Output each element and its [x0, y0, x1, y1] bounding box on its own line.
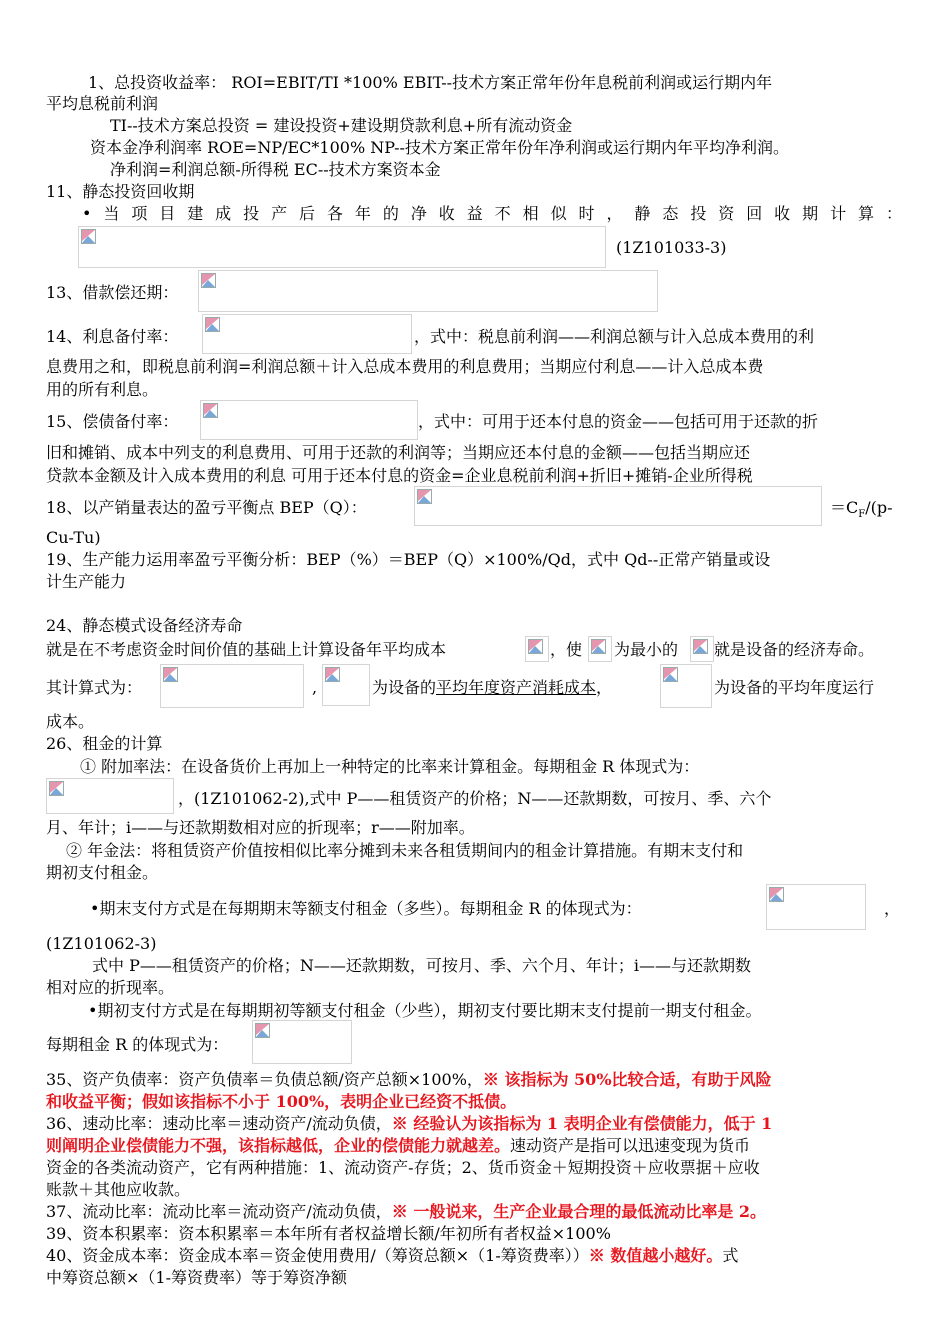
- text-line: 则阐明企业偿债能力不强，该指标越低，企业的偿债能力就越差。速动资产是指可以迅速变现为货币: [46, 1136, 751, 1155]
- formula-image-placeholder: [78, 226, 606, 268]
- formula-image-placeholder: [160, 664, 304, 708]
- formula-image-placeholder: [414, 486, 822, 526]
- text-line: 19、生产能力运用率盈亏平衡分析：BEP（%）＝BEP（Q）×100%/Qd，式中 Qd--正常产销量或设: [46, 550, 771, 569]
- broken-image-icon: [663, 667, 678, 682]
- formula-image-placeholder: [690, 636, 714, 662]
- heading-rent-calculation: 26、租金的计算: [46, 734, 163, 753]
- formula-image-placeholder: [200, 400, 418, 440]
- text-line: 15、偿债备付率：: [46, 412, 179, 431]
- heading-economic-life: 24、静态模式设备经济寿命: [46, 616, 243, 635]
- broken-image-icon: [201, 273, 216, 288]
- text-line: 贷款本金额及计入成本费用的利息 可用于还本付息的资金=企业息税前利润+折旧+摊销-企业所得税: [46, 466, 753, 485]
- formula-image-placeholder: [322, 664, 370, 706]
- text-line: 账款＋其他应收款。: [46, 1180, 191, 1199]
- text-line: ，式中：可用于还本付息的资金——包括可用于还款的折: [418, 412, 819, 431]
- formula-image-placeholder: [202, 314, 412, 354]
- text-line: 资金的各类流动资产，它有两种措施：1、流动资产-存货；2、货币资金＋短期投资＋应收票据＋应收: [46, 1158, 760, 1177]
- text-line: 为设备的平均年度资产消耗成本，: [372, 678, 613, 697]
- text-line: 39、资本积累率：资本积累率＝本年所有者权益增长额/年初所有者权益×100%: [46, 1224, 611, 1243]
- text-line: 35、资产负债率：资产负债率＝负债总额/资产总额×100%，※ 该指标为 50%比较合适，有助于风险: [46, 1070, 772, 1089]
- text-line: 13、借款偿还期：: [46, 283, 179, 302]
- reference-code: (1Z101033-3): [616, 238, 727, 257]
- text-line: 18、以产销量表达的盈亏平衡点 BEP（Q）：: [46, 498, 367, 517]
- broken-image-icon: [205, 317, 220, 332]
- broken-image-icon: [528, 639, 543, 654]
- formula-image-placeholder: [588, 636, 612, 662]
- text-line: 36、速动比率：速动比率＝速动资产/流动负债，※ 经验认为该指标为 1 表明企业有偿债能力，低于 1: [46, 1114, 773, 1133]
- broken-image-icon: [325, 667, 340, 682]
- formula-image-placeholder: [46, 778, 174, 814]
- text-line: 相对应的折现率。: [46, 978, 175, 997]
- heading-static-payback: 11、静态投资回收期: [46, 182, 195, 201]
- formula-image-placeholder: [660, 664, 712, 708]
- text-line: 为设备的平均年度运行: [714, 678, 875, 697]
- broken-image-icon: [255, 1023, 270, 1038]
- text-line: ② 年金法：将租赁资产价值按相似比率分摊到未来各租赁期间内的租金计算措施。有期末支付和: [66, 841, 744, 860]
- broken-image-icon: [163, 667, 178, 682]
- text-line: ① 附加率法：在设备货价上再加上一种特定的比率来计算租金。每期租金 R 体现式为：: [80, 757, 700, 776]
- text-line: 月、年计；i——与还款期数相对应的折现率；r——附加率。: [46, 818, 475, 837]
- broken-image-icon: [81, 229, 96, 244]
- text-line: ,: [312, 678, 318, 697]
- emphasis-note: 和收益平衡；假如该指标不小于 100%，表明企业已经资不抵债。: [46, 1092, 517, 1111]
- text-line: 1、总投资收益率： ROI=EBIT/TI *100% EBIT--技术方案正常年份年息税前利润或运行期内年: [88, 73, 773, 92]
- reference-code: (1Z101062-3): [46, 934, 157, 953]
- text-line: 用的所有利息。: [46, 380, 159, 399]
- text-line: 资本金净利润率 ROE=NP/EC*100% NP--技术方案正常年份年净利润或运行期内年平均净利润。: [90, 138, 789, 157]
- text-line: 式中 P——租赁资产的价格；N——还款期数，可按月、季、六个月、年计；i——与还款期数: [92, 956, 751, 975]
- broken-image-icon: [49, 781, 64, 796]
- text-line: 37、流动比率：流动比率＝流动资产/流动负债，※ 一般说来，生产企业最合理的最低流动比率是 2。: [46, 1202, 767, 1221]
- text-line: 14、利息备付率：: [46, 327, 179, 346]
- text-line: ，(1Z101062-2),式中 P——租赁资产的价格；N——还款期数，可按月、季、六个: [178, 789, 772, 808]
- text-line: ，: [884, 899, 901, 918]
- text-line: 其计算式为：: [46, 678, 143, 697]
- text-line: 平均息税前利润: [46, 94, 159, 113]
- formula-image-placeholder: [766, 884, 866, 930]
- formula-image-placeholder: [252, 1020, 352, 1064]
- text-line: 40、资金成本率：资金成本率＝资金使用费用/（筹资总额×（1-筹资费率））※ 数值越小越好。式: [46, 1246, 739, 1265]
- text-line: Cu-Tu): [46, 528, 101, 547]
- text-line: 息费用之和，即税息前利润=利润总额＋计入总成本费用的利息费用；当期应付利息——计入总成本费: [46, 357, 764, 376]
- text-line: 就是在不考虑资金时间价值的基础上计算设备年平均成本: [46, 640, 447, 659]
- text-line: $=C_F/(p-$: [830, 498, 893, 521]
- broken-image-icon: [203, 403, 218, 418]
- text-line: ，式中：税息前利润——利润总额与计入总成本费用的利: [414, 327, 815, 346]
- text-line: •期末支付方式是在每期期末等额支付租金（多些）。每期租金 R 的体现式为：: [90, 899, 642, 918]
- broken-image-icon: [693, 639, 708, 654]
- broken-image-icon: [769, 887, 784, 902]
- text-line: 期初支付租金。: [46, 863, 159, 882]
- text-line: 旧和摊销、成本中列支的利息费用、可用于还款的利润等；当期应还本付息的金额——包括当期应还: [46, 443, 751, 462]
- text-line: •期初支付方式是在每期期初等额支付租金（少些），期初支付要比期末支付提前一期支付租金。: [88, 1001, 762, 1020]
- text-line: •当项目建成投产后各年的净收益不相似时，静态投资回收期计算：: [82, 204, 902, 223]
- text-line: 净利润=利润总额-所得税 EC--技术方案资本金: [110, 160, 441, 179]
- broken-image-icon: [591, 639, 606, 654]
- text-line: 计生产能力: [46, 572, 127, 591]
- formula-image-placeholder: [525, 636, 549, 662]
- text-line: 每期租金 R 的体现式为：: [46, 1035, 229, 1054]
- formula-image-placeholder: [198, 270, 658, 312]
- text-line: 为最小的: [614, 640, 679, 659]
- text-line: 成本。: [46, 712, 95, 731]
- text-line: 中筹资总额×（1-筹资费率）等于筹资净额: [46, 1268, 347, 1287]
- text-line: TI--技术方案总投资 = 建设投资+建设期贷款利息+所有流动资金: [110, 116, 573, 135]
- text-line: 就是设备的经济寿命。: [714, 640, 875, 659]
- text-line: ，使: [550, 640, 583, 659]
- broken-image-icon: [417, 489, 432, 504]
